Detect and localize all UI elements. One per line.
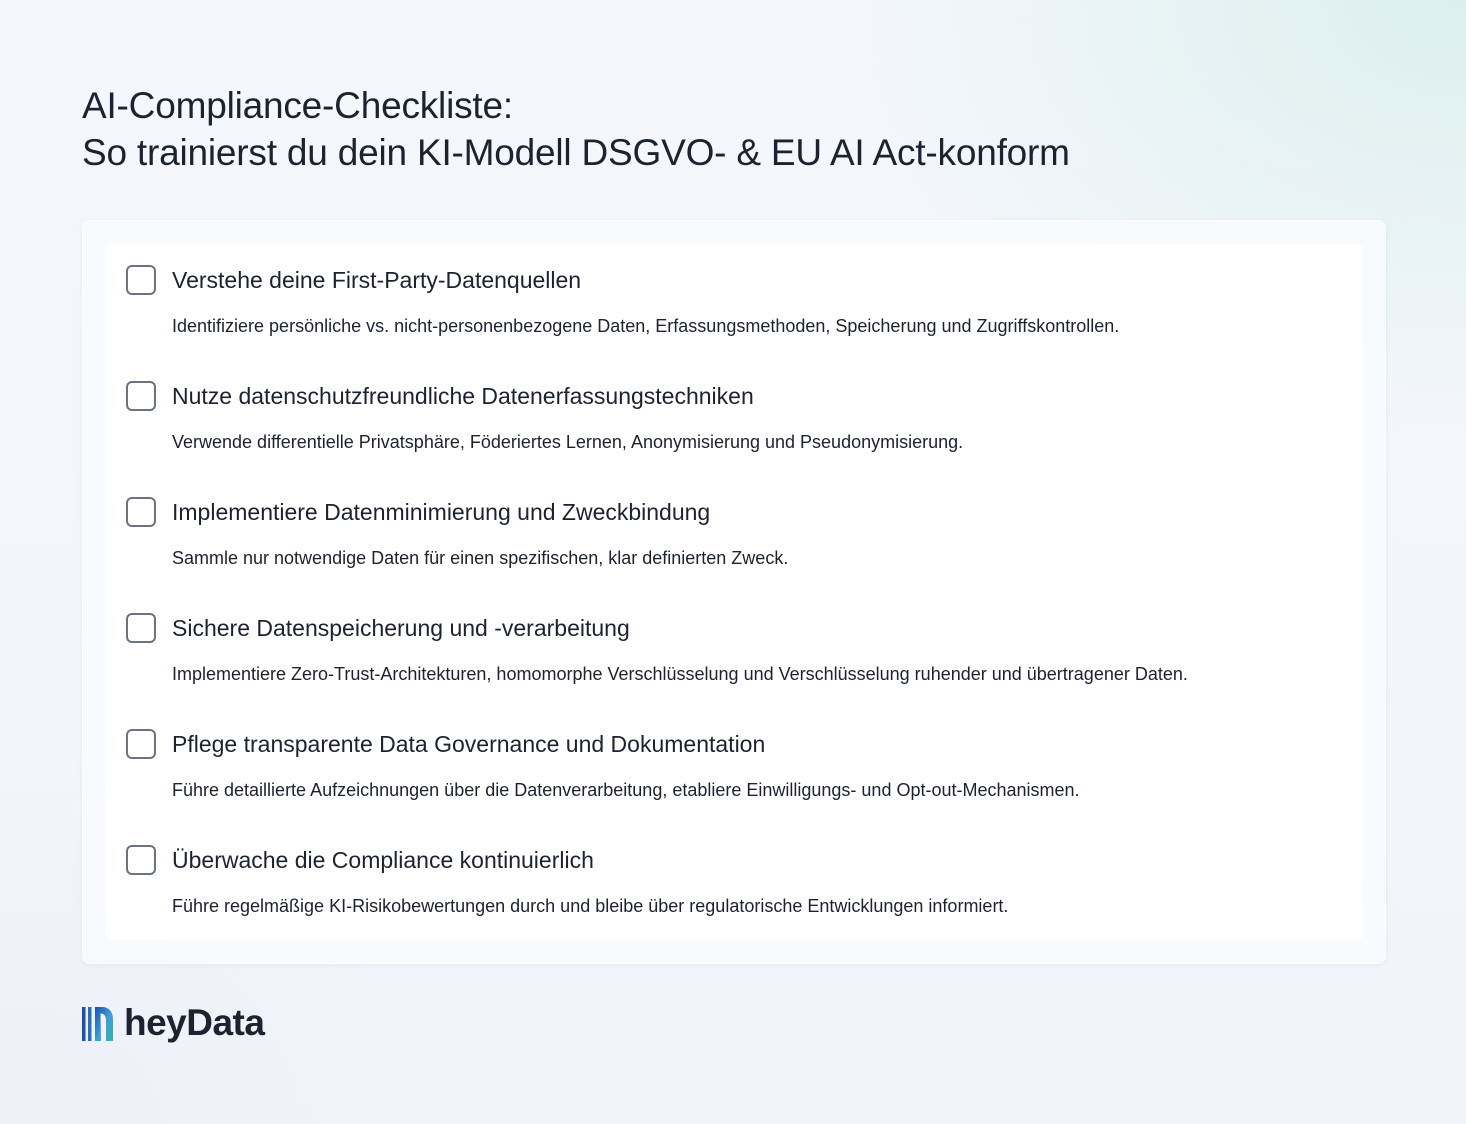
checkbox[interactable] [126, 265, 156, 295]
checklist-panel [106, 244, 1363, 940]
checkbox[interactable] [126, 729, 156, 759]
page-title-line-1: AI-Compliance-Checkliste: [82, 85, 513, 126]
checklist-item-title: Pflege transparente Data Governance und Dokumentation [172, 731, 766, 757]
checklist-item-description: Verwende differentielle Privatsphäre, Föderiertes Lernen, Anonymisierung und Pseudonymisierung. [172, 432, 964, 452]
brand-logo [82, 1003, 264, 1043]
page-title-line-2: So trainierst du dein KI-Modell DSGVO- & EU AI Act-konform [82, 132, 1070, 173]
checkbox[interactable] [126, 613, 156, 643]
checklist-item-title: Sichere Datenspeicherung und -verarbeitung [172, 615, 630, 641]
page-title [82, 82, 1382, 176]
checklist-card [82, 220, 1386, 964]
heydata-logo-icon [82, 1005, 114, 1041]
brand-name: heyData [124, 1002, 265, 1043]
checklist-item-description: Identifiziere persönliche vs. nicht-personenbezogene Daten, Erfassungsmethoden, Speicherung und Zugriffskontrollen. [172, 316, 1120, 336]
checkbox[interactable] [126, 845, 156, 875]
checklist-item-description: Führe detaillierte Aufzeichnungen über die Datenverarbeitung, etabliere Einwilligungs- und Opt-out-Mechanismen. [172, 780, 1080, 800]
checkbox[interactable] [126, 497, 156, 527]
checklist-item-title: Nutze datenschutzfreundliche Datenerfassungstechniken [172, 383, 754, 409]
checklist-item-description: Sammle nur notwendige Daten für einen spezifischen, klar definierten Zweck. [172, 548, 789, 568]
checklist-item [126, 728, 1343, 844]
checklist-item [126, 496, 1343, 612]
checklist-item [126, 844, 1343, 960]
checklist-item-title: Verstehe deine First-Party-Datenquellen [172, 267, 582, 293]
checklist-item [126, 264, 1343, 380]
checklist-item [126, 380, 1343, 496]
checklist-item-title: Überwache die Compliance kontinuierlich [172, 847, 594, 873]
checklist-item-description: Implementiere Zero-Trust-Architekturen, homomorphe Verschlüsselung und Verschlüsselung ruhender und übertragener Daten. [172, 664, 1188, 684]
checklist-item-title: Implementiere Datenminimierung und Zweckbindung [172, 499, 711, 525]
checklist [126, 264, 1343, 960]
checklist-item [126, 612, 1343, 728]
checkbox[interactable] [126, 381, 156, 411]
checklist-item-description: Führe regelmäßige KI-Risikobewertungen durch und bleibe über regulatorische Entwicklungen informiert. [172, 896, 1009, 916]
